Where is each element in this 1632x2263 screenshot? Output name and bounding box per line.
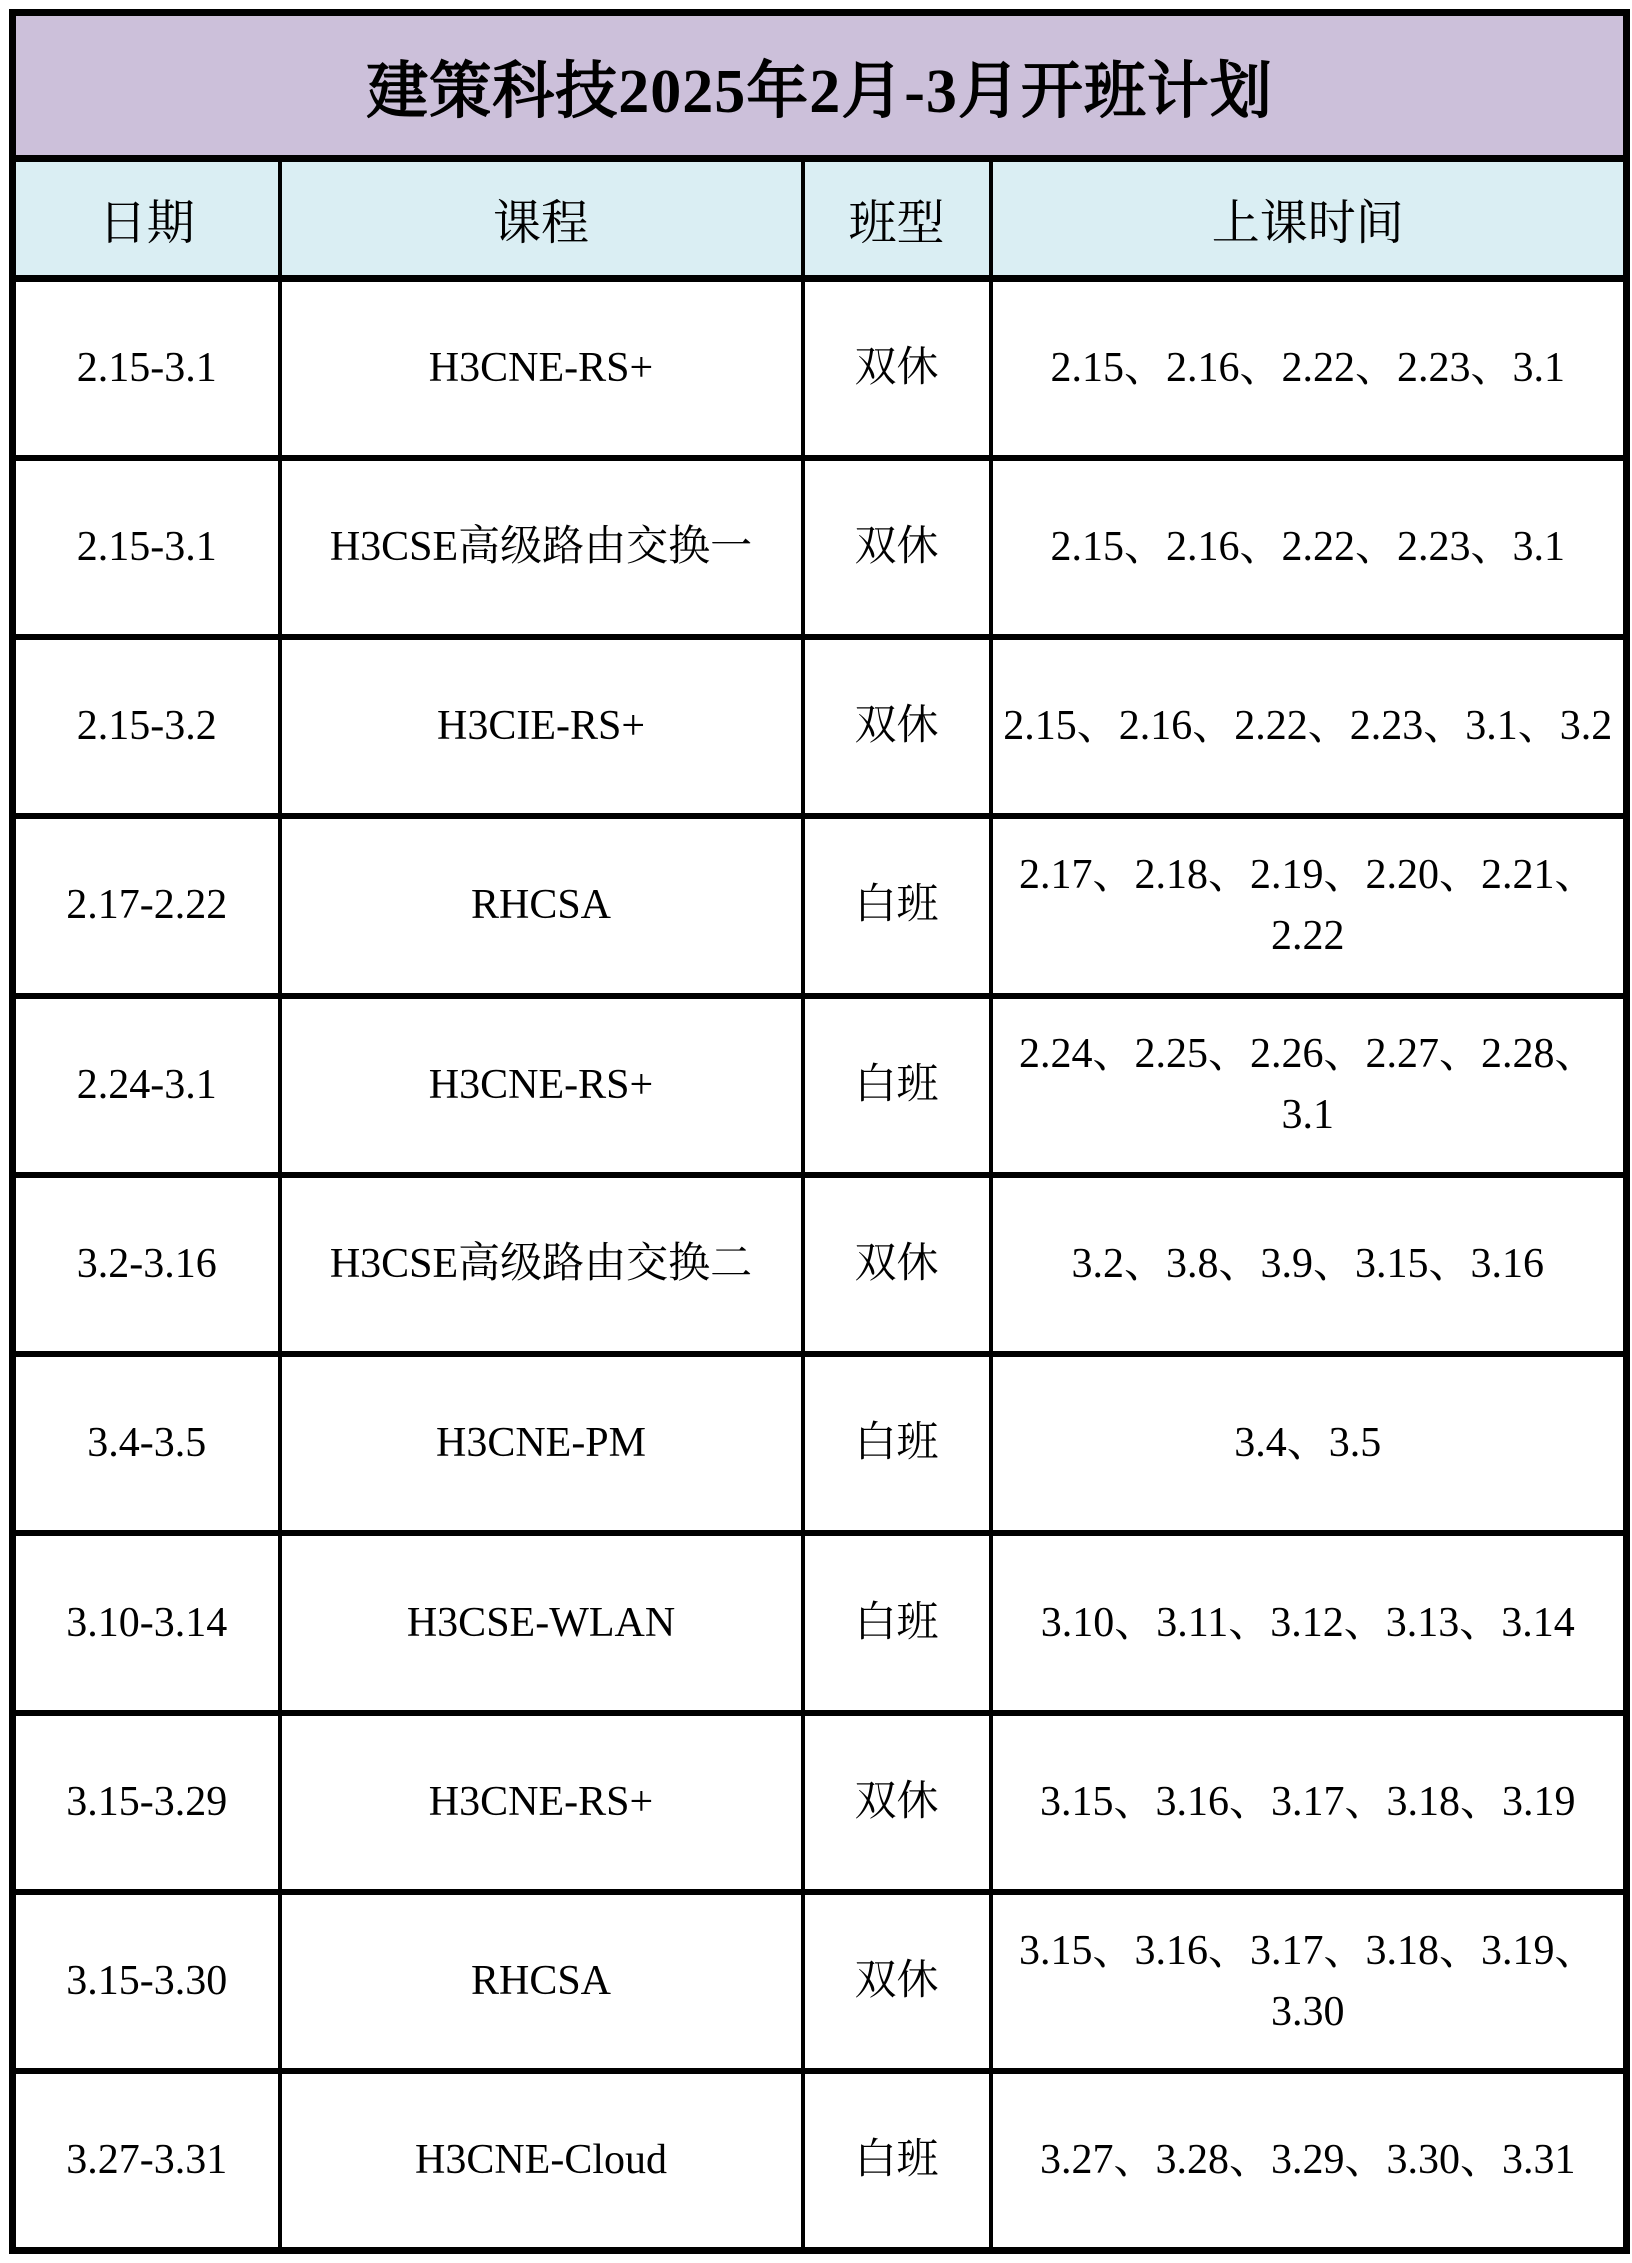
table-row — [13, 2071, 1627, 2250]
course-cell: H3CNE-RS+ — [280, 1713, 803, 1892]
date-cell: 3.2-3.16 — [13, 1175, 280, 1354]
date-cell: 2.15-3.2 — [13, 637, 280, 816]
class-type-cell: 双休 — [803, 1713, 991, 1892]
schedule-table-body — [13, 279, 1627, 2251]
time-cell: 2.17、2.18、2.19、2.20、2.21、2.22 — [991, 816, 1627, 995]
table-row — [13, 816, 1627, 995]
class-schedule-table — [9, 9, 1630, 2254]
time-cell: 3.4、3.5 — [991, 1354, 1627, 1533]
course-cell: H3CSE-WLAN — [280, 1533, 803, 1712]
time-cell: 2.24、2.25、2.26、2.27、2.28、3.1 — [991, 996, 1627, 1175]
table-row — [13, 637, 1627, 816]
table-row — [13, 1892, 1627, 2071]
table-header-row — [13, 159, 1627, 279]
date-cell: 3.10-3.14 — [13, 1533, 280, 1712]
date-cell: 3.15-3.30 — [13, 1892, 280, 2071]
course-cell: H3CSE高级路由交换二 — [280, 1175, 803, 1354]
class-type-cell: 白班 — [803, 996, 991, 1175]
course-cell: H3CNE-PM — [280, 1354, 803, 1533]
date-cell: 2.24-3.1 — [13, 996, 280, 1175]
time-cell: 2.15、2.16、2.22、2.23、3.1 — [991, 279, 1627, 458]
class-type-cell: 双休 — [803, 458, 991, 637]
time-cell: 2.15、2.16、2.22、2.23、3.1 — [991, 458, 1627, 637]
table-row — [13, 1354, 1627, 1533]
class-type-cell: 白班 — [803, 1354, 991, 1533]
course-cell: RHCSA — [280, 1892, 803, 2071]
date-cell: 3.15-3.29 — [13, 1713, 280, 1892]
class-type-cell: 白班 — [803, 2071, 991, 2250]
table-row — [13, 1175, 1627, 1354]
table-title-row — [13, 13, 1627, 159]
class-type-cell: 双休 — [803, 637, 991, 816]
class-type-cell: 白班 — [803, 816, 991, 995]
time-cell: 3.2、3.8、3.9、3.15、3.16 — [991, 1175, 1627, 1354]
course-cell: RHCSA — [280, 816, 803, 995]
column-header-time: 上课时间 — [991, 159, 1627, 279]
course-cell: H3CNE-RS+ — [280, 996, 803, 1175]
table-row — [13, 1533, 1627, 1712]
date-cell: 2.17-2.22 — [13, 816, 280, 995]
column-header-course: 课程 — [280, 159, 803, 279]
table-row — [13, 279, 1627, 458]
class-type-cell: 双休 — [803, 279, 991, 458]
time-cell: 3.15、3.16、3.17、3.18、3.19、3.30 — [991, 1892, 1627, 2071]
time-cell: 3.10、3.11、3.12、3.13、3.14 — [991, 1533, 1627, 1712]
date-cell: 2.15-3.1 — [13, 458, 280, 637]
class-type-cell: 白班 — [803, 1533, 991, 1712]
course-cell: H3CIE-RS+ — [280, 637, 803, 816]
table-row — [13, 458, 1627, 637]
time-cell: 2.15、2.16、2.22、2.23、3.1、3.2 — [991, 637, 1627, 816]
class-type-cell: 双休 — [803, 1175, 991, 1354]
course-cell: H3CNE-Cloud — [280, 2071, 803, 2250]
column-header-type: 班型 — [803, 159, 991, 279]
date-cell: 3.4-3.5 — [13, 1354, 280, 1533]
table-row — [13, 1713, 1627, 1892]
date-cell: 3.27-3.31 — [13, 2071, 280, 2250]
table-row — [13, 996, 1627, 1175]
date-cell: 2.15-3.1 — [13, 279, 280, 458]
column-header-date: 日期 — [13, 159, 280, 279]
time-cell: 3.27、3.28、3.29、3.30、3.31 — [991, 2071, 1627, 2250]
page-title: 建策科技2025年2月-3月开班计划 — [13, 13, 1627, 159]
time-cell: 3.15、3.16、3.17、3.18、3.19 — [991, 1713, 1627, 1892]
class-type-cell: 双休 — [803, 1892, 991, 2071]
course-cell: H3CNE-RS+ — [280, 279, 803, 458]
course-cell: H3CSE高级路由交换一 — [280, 458, 803, 637]
